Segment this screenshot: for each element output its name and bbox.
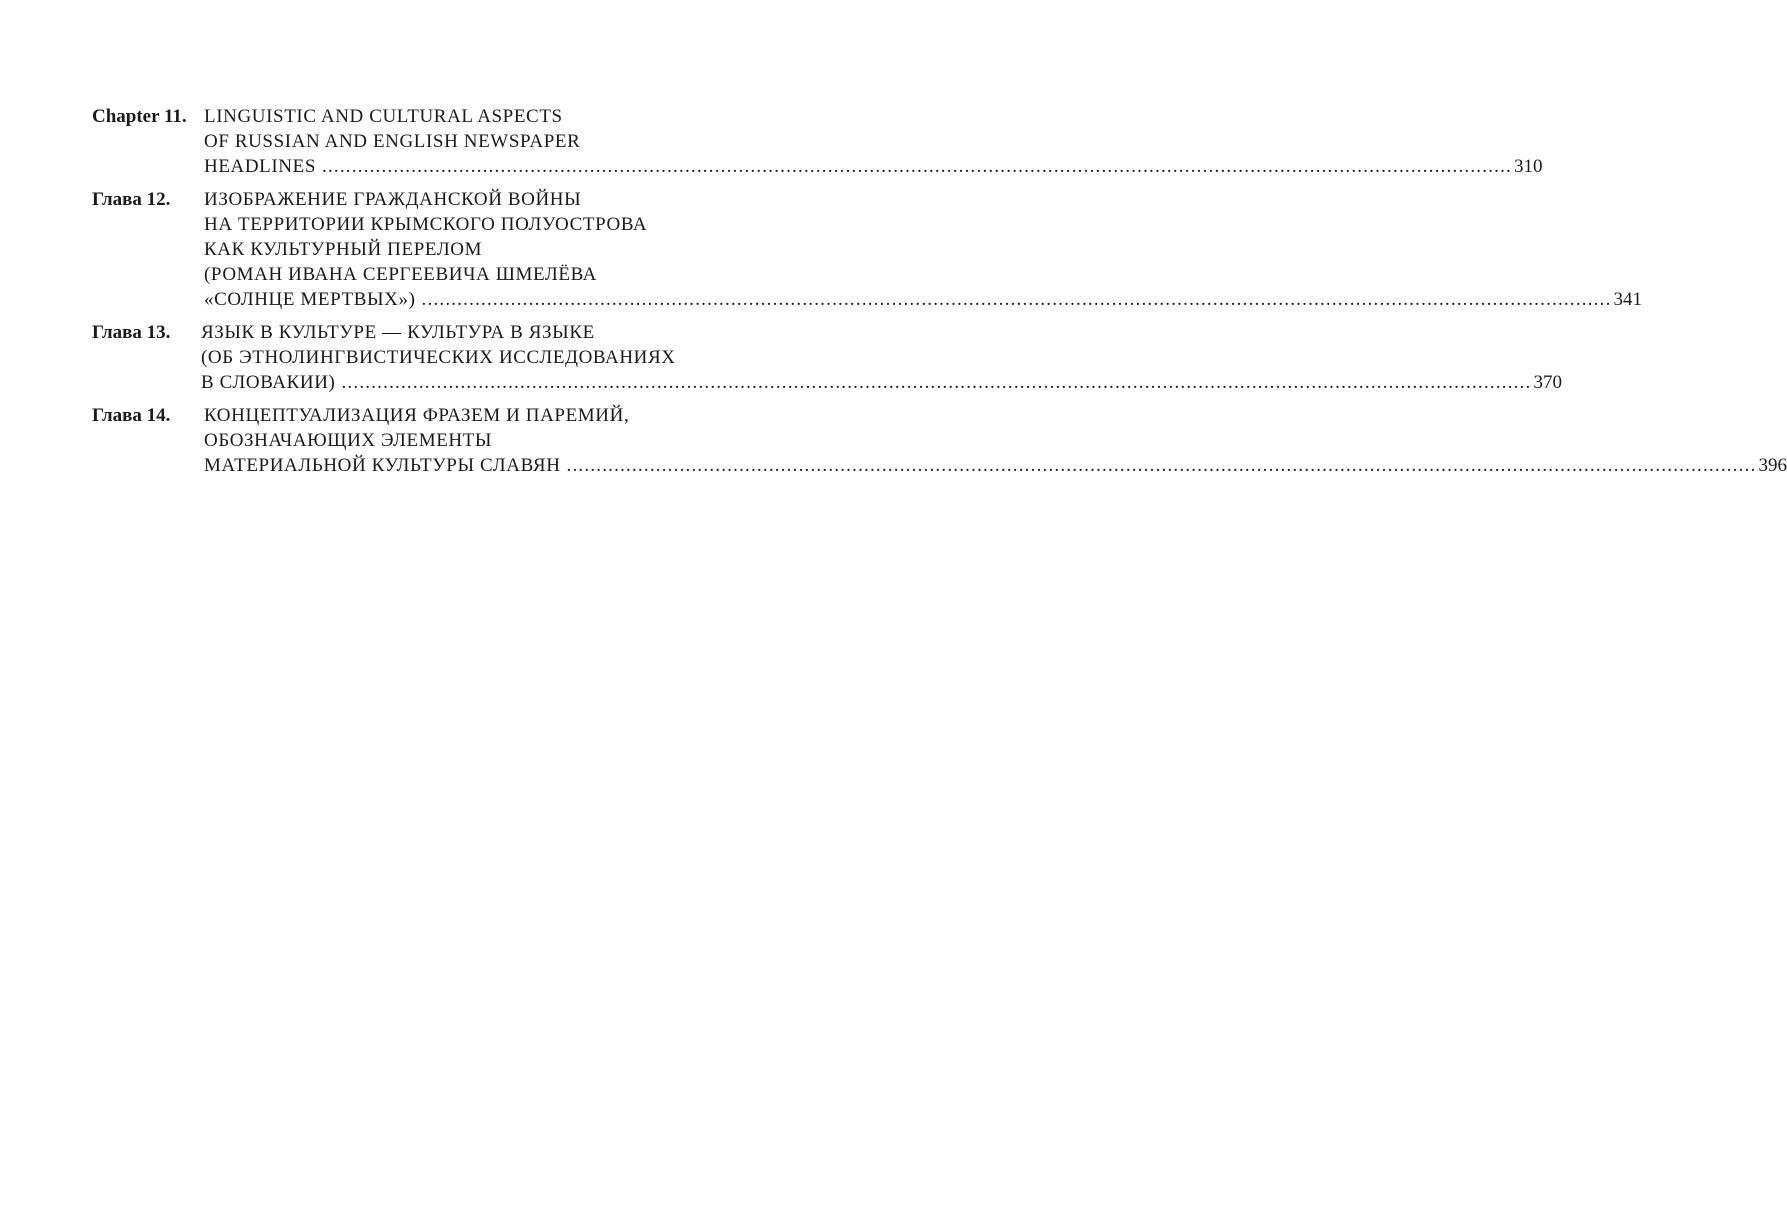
title-last-line — [204, 287, 1642, 312]
chapter-title — [204, 403, 1787, 478]
page-number: 396 — [1758, 455, 1787, 476]
title-last-line — [204, 154, 1543, 179]
dot-leader — [422, 287, 1612, 312]
chapter-title — [201, 320, 1562, 395]
title-line: ОБОЗНАЧАЮЩИХ ЭЛЕМЕНТЫ — [204, 430, 493, 451]
chapter-label: Глава 13. — [92, 322, 171, 343]
title-line: В СЛОВАКИИ) — [201, 372, 336, 393]
title-line: МАТЕРИАЛЬНОЙ КУЛЬТУРЫ СЛАВЯН — [204, 455, 561, 476]
chapter-label: Глава 12. — [92, 189, 171, 210]
chapter-label: Chapter 11. — [92, 106, 187, 127]
title-last-line — [201, 370, 1562, 395]
toc-entry-chapter-14[interactable] — [92, 403, 1787, 478]
toc-entry-chapter-12[interactable] — [92, 187, 1643, 312]
title-line: КАК КУЛЬТУРНЫЙ ПЕРЕЛОМ — [204, 239, 483, 260]
title-line: (ОБ ЭТНОЛИНГВИСТИЧЕСКИХ ИССЛЕДОВАНИЯХ — [201, 347, 676, 368]
page-number: 370 — [1533, 372, 1562, 393]
chapter-title — [204, 187, 1642, 312]
dot-leader — [341, 370, 1531, 395]
title-line: OF RUSSIAN AND ENGLISH NEWSPAPER — [204, 131, 581, 152]
title-line: ИЗОБРАЖЕНИЕ ГРАЖДАНСКОЙ ВОЙНЫ — [204, 189, 582, 210]
toc-entry-chapter-11[interactable] — [92, 104, 1543, 179]
dot-leader — [567, 453, 1757, 478]
toc-entry-chapter-13[interactable] — [92, 320, 1562, 395]
title-last-line — [204, 453, 1787, 478]
title-line: КОНЦЕПТУАЛИЗАЦИЯ ФРАЗЕМ И ПАРЕМИЙ, — [204, 405, 630, 426]
title-line: (РОМАН ИВАНА СЕРГЕЕВИЧА ШМЕЛЁВА — [204, 264, 598, 285]
title-line: HEADLINES — [204, 156, 316, 177]
table-of-contents — [92, 104, 1787, 486]
page-number: 341 — [1613, 289, 1643, 310]
chapter-title — [204, 104, 1543, 179]
chapter-label: Глава 14. — [92, 405, 171, 426]
title-line: НА ТЕРРИТОРИИ КРЫМСКОГО ПОЛУОСТРОВА — [204, 214, 648, 235]
title-line: ЯЗЫК В КУЛЬТУРЕ — КУЛЬТУРА В ЯЗЫКЕ — [201, 322, 595, 343]
title-line: LINGUISTIC AND CULTURAL ASPECTS — [204, 106, 563, 127]
title-line: «СОЛНЦЕ МЕРТВЫХ») — [204, 289, 416, 310]
page-number: 310 — [1514, 156, 1543, 177]
dot-leader — [322, 154, 1512, 179]
